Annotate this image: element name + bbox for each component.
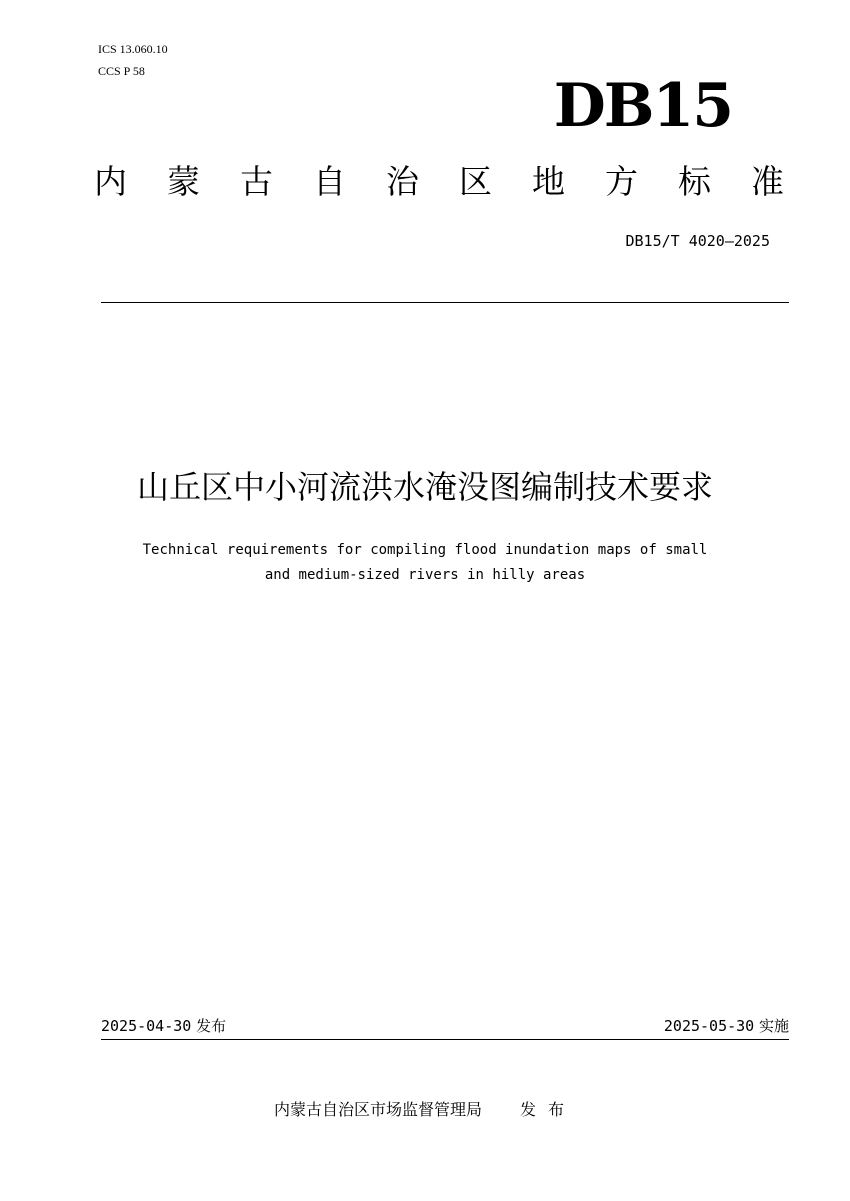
title-english-line: Technical requirements for compiling flood inundation maps of small: [142, 542, 708, 558]
publish-date-value: 2025-04-30: [101, 1017, 192, 1035]
title-english-line: and medium-sized rivers in hilly areas: [264, 567, 586, 583]
title-english: [0, 538, 850, 588]
standard-type-char: 地: [532, 162, 565, 201]
ics-code: ICS 13.060.10: [98, 42, 168, 56]
standard-number: DB15/T 4020—2025: [625, 232, 770, 250]
issuer: [0, 1099, 850, 1121]
standard-type-char: 古: [240, 162, 273, 201]
standard-type-char: 准: [751, 162, 784, 201]
standard-type-heading: [94, 162, 784, 202]
issuer-action: 发布: [520, 1100, 577, 1119]
standard-type-char: 标: [678, 162, 711, 201]
implement-date-label: 实施: [758, 1017, 789, 1035]
implement-date-value: 2025-05-30: [663, 1017, 755, 1035]
standard-type-char: 蒙: [167, 162, 200, 201]
publish-date-label: 发布: [196, 1017, 227, 1035]
standard-type-char: 自: [313, 162, 346, 201]
implement-date: [664, 1016, 789, 1036]
standard-type-char: 内: [94, 162, 127, 201]
standard-mark: DB15: [553, 71, 732, 141]
title-chinese: 山丘区中小河流洪水淹没图编制技术要求: [136, 468, 713, 506]
publish-date: [101, 1016, 226, 1036]
issuer-name: 内蒙古自治区市场监督管理局: [273, 1100, 482, 1119]
standard-type-char: 治: [386, 162, 419, 201]
bottom-divider: [101, 1039, 789, 1040]
top-divider: [101, 302, 789, 303]
standard-type-char: 区: [459, 162, 492, 201]
standard-type-char: 方: [605, 162, 638, 201]
ccs-code: CCS P 58: [98, 64, 145, 78]
